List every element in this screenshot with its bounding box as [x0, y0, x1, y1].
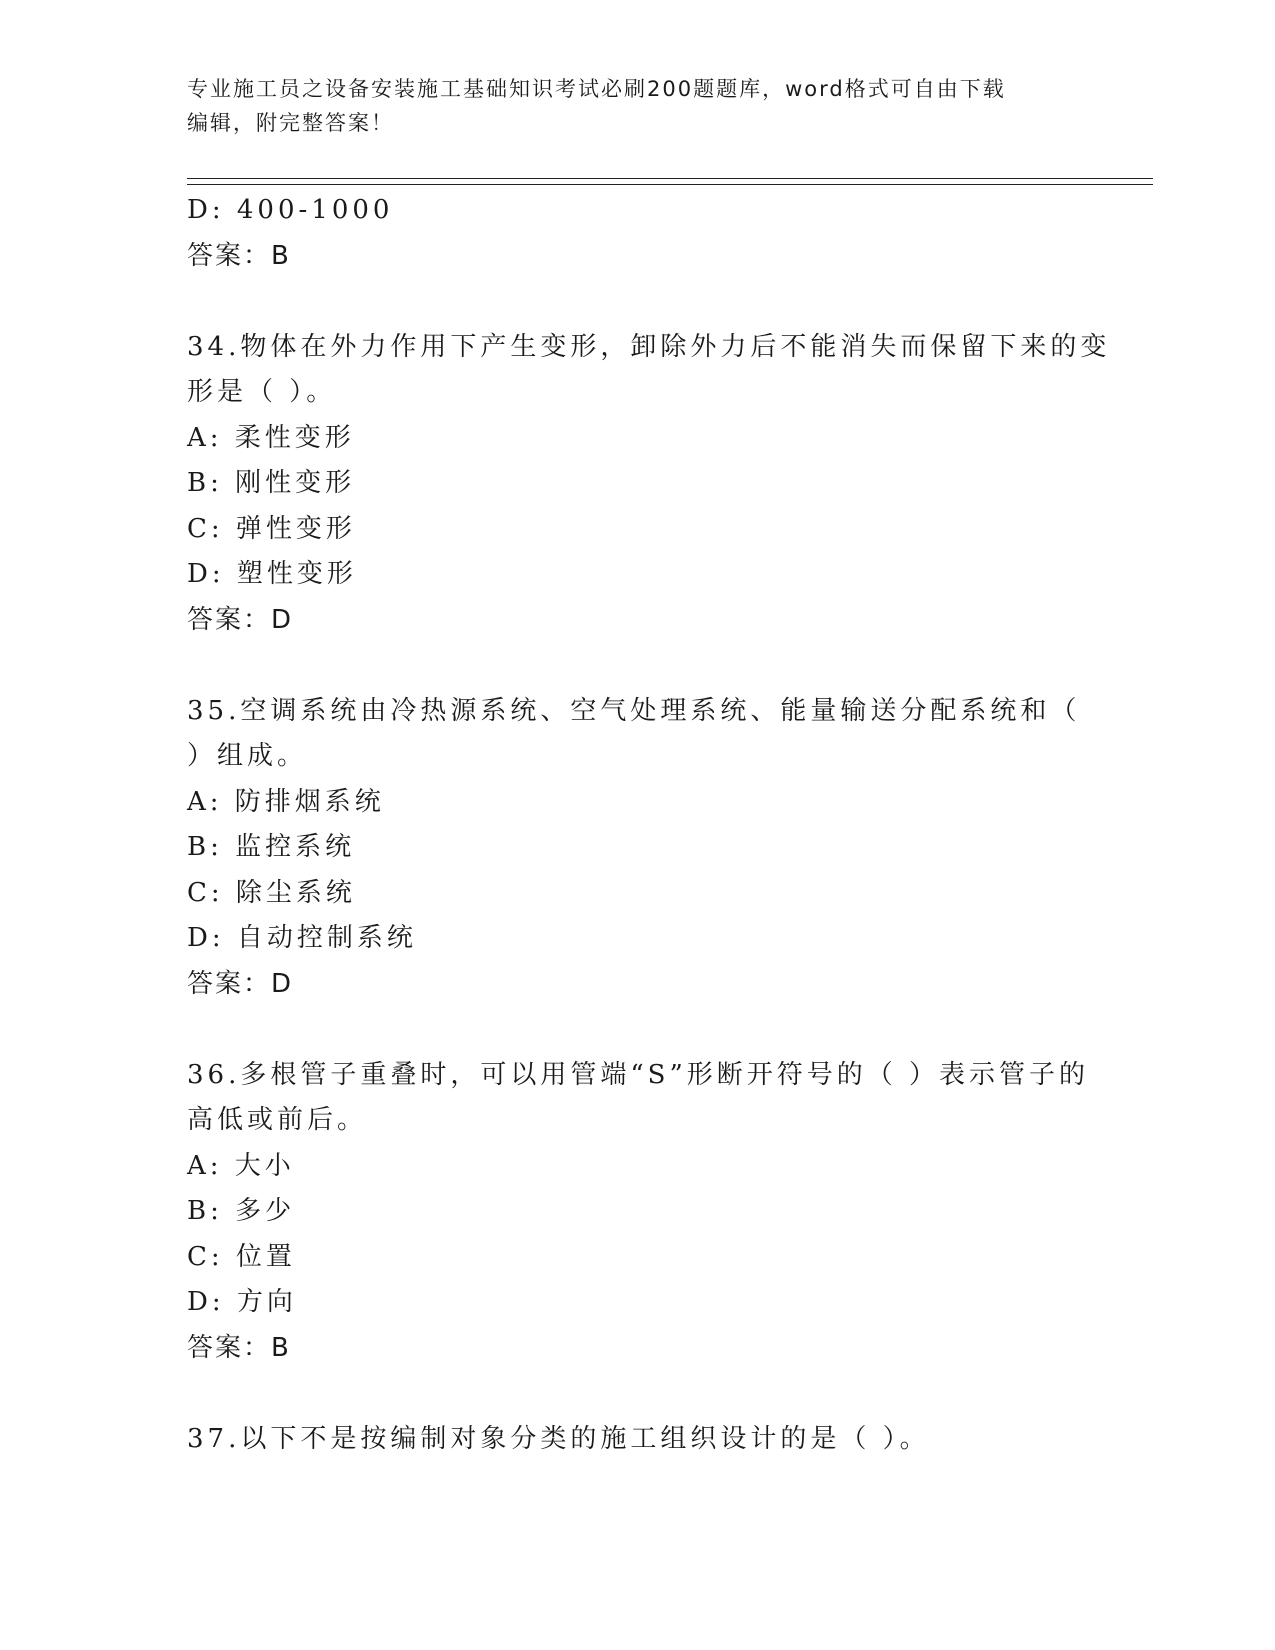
option-d: D: 400-1000 [187, 195, 394, 225]
answer: 答案：B [187, 240, 291, 271]
question-37 [187, 1417, 1087, 1463]
option-c: C: 弹性变形 [187, 513, 356, 544]
header-divider-bottom [187, 184, 1153, 185]
question-stem-continued: 形是（ ）。 [187, 377, 337, 407]
question-33-tail [187, 188, 1087, 279]
option-b: B: 多少 [187, 1196, 296, 1226]
option-d: D: 自动控制系统 [187, 923, 417, 953]
answer: 答案：B [187, 1332, 291, 1363]
question-stem: 35.空调系统由冷热源系统、空气处理系统、能量输送分配系统和（ [187, 695, 1081, 726]
document-header [187, 72, 1087, 140]
option-c: C: 位置 [187, 1241, 296, 1272]
question-35 [187, 689, 1087, 1008]
option-b: B: 刚性变形 [187, 468, 356, 498]
header-line-1: 专业施工员之设备安装施工基础知识考试必刷200题题库，word格式可自由下载 [187, 77, 1006, 101]
question-stem: 37.以下不是按编制对象分类的施工组织设计的是（ ）。 [187, 1423, 930, 1454]
answer: 答案：D [187, 604, 294, 635]
question-stem: 36.多根管子重叠时，可以用管端“S”形断开符号的（ ）表示管子的 [187, 1059, 1090, 1090]
option-d: D: 塑性变形 [187, 559, 357, 589]
question-list [187, 188, 1111, 1462]
header-line-2: 编辑，附完整答案！ [187, 111, 394, 135]
answer: 答案：D [187, 968, 294, 999]
option-a: A: 柔性变形 [187, 422, 355, 453]
option-a: A: 防排烟系统 [187, 786, 385, 817]
question-34 [187, 325, 1111, 644]
question-stem-continued: 高低或前后。 [187, 1105, 368, 1135]
option-a: A: 大小 [187, 1150, 295, 1181]
option-c: C: 除尘系统 [187, 877, 356, 908]
header-divider-top [187, 178, 1153, 179]
question-36 [187, 1053, 1090, 1372]
option-b: B: 监控系统 [187, 832, 356, 862]
option-d: D: 方向 [187, 1287, 297, 1317]
question-stem: 34.物体在外力作用下产生变形，卸除外力后不能消失而保留下来的变 [187, 331, 1111, 362]
question-stem-continued: ）组成。 [187, 741, 308, 771]
